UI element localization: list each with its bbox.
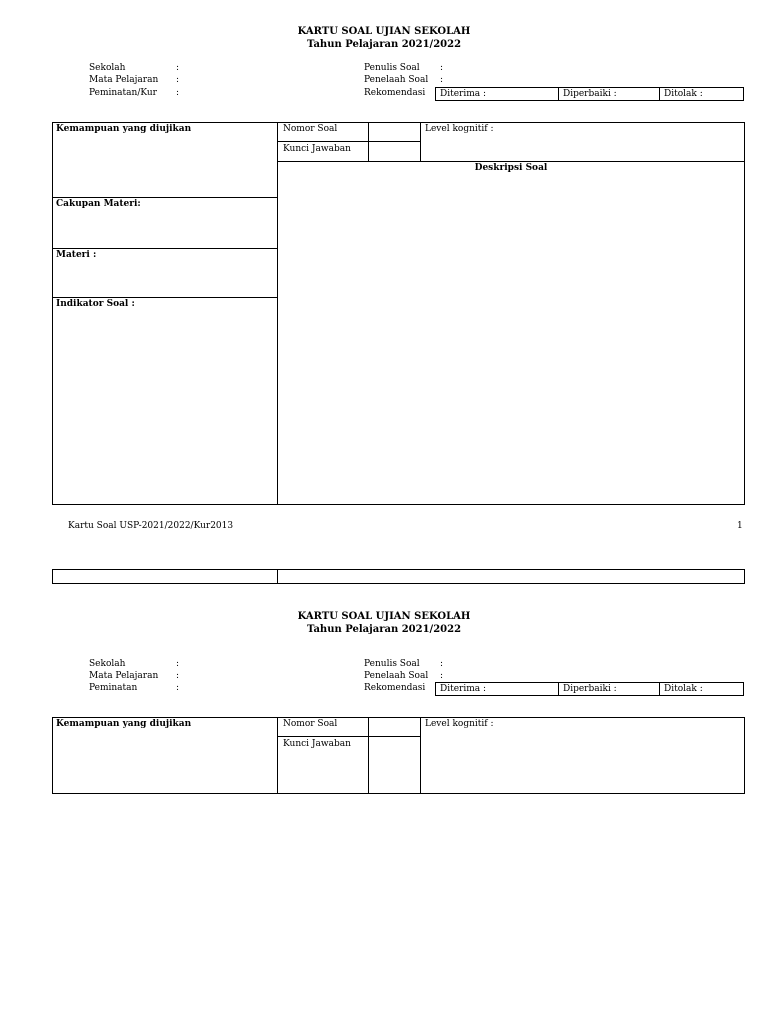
kunci-jawaban-label: Kunci Jawaban [283, 739, 351, 749]
rekomendasi-diperbaiki[interactable]: Diperbaiki : [563, 89, 617, 99]
field-colon: : [440, 671, 444, 681]
divider [277, 569, 278, 584]
field-label-sekolah: Sekolah [89, 63, 126, 73]
field-label-sekolah: Sekolah [89, 659, 126, 669]
materi-label: Materi : [56, 250, 97, 260]
divider [420, 717, 421, 794]
field-colon: : [176, 659, 180, 669]
field-label-rekomendasi: Rekomendasi [364, 88, 426, 98]
rekomendasi-diterima[interactable]: Diterima : [440, 89, 487, 99]
field-colon: : [440, 75, 444, 85]
kemampuan-label: Kemampuan yang diujikan [56, 124, 192, 134]
card-title: KARTU SOAL UJIAN SEKOLAH [297, 26, 471, 37]
field-colon: : [176, 63, 180, 73]
kunci-jawaban-label: Kunci Jawaban [283, 144, 351, 154]
divider [368, 717, 369, 794]
divider [277, 122, 278, 505]
divider [52, 197, 277, 198]
field-colon: : [176, 88, 180, 98]
field-label-peminatan: Peminatan/Kur [89, 88, 157, 98]
card-subtitle: Tahun Pelajaran 2021/2022 [306, 624, 462, 635]
divider [277, 161, 745, 162]
cakupan-materi-label: Cakupan Materi: [56, 199, 141, 209]
field-colon: : [176, 75, 180, 85]
kemampuan-label: Kemampuan yang diujikan [56, 719, 192, 729]
divider [659, 682, 660, 696]
divider [52, 248, 277, 249]
field-label-rekomendasi: Rekomendasi [364, 683, 426, 693]
field-colon: : [176, 683, 180, 693]
field-label-penelaah-soal: Penelaah Soal [364, 75, 429, 85]
field-colon: : [440, 63, 444, 73]
nomor-soal-label: Nomor Soal [283, 124, 338, 134]
footer-text: Kartu Soal USP-2021/2022/Kur2013 [68, 521, 234, 531]
nomor-soal-label: Nomor Soal [283, 719, 338, 729]
divider [420, 122, 421, 161]
separator-strip [52, 569, 745, 584]
divider [52, 297, 277, 298]
card-title: KARTU SOAL UJIAN SEKOLAH [297, 611, 471, 622]
divider [558, 682, 559, 696]
page-number: 1 [737, 521, 743, 531]
level-kognitif-label: Level kognitif : [425, 124, 494, 134]
divider [277, 141, 420, 142]
rekomendasi-ditolak[interactable]: Ditolak : [664, 89, 703, 99]
card-subtitle: Tahun Pelajaran 2021/2022 [306, 39, 462, 50]
question-card-table [52, 122, 745, 505]
field-colon: : [440, 659, 444, 669]
field-colon: : [176, 671, 180, 681]
divider [277, 717, 278, 794]
rekomendasi-ditolak[interactable]: Ditolak : [664, 684, 703, 694]
rekomendasi-diperbaiki[interactable]: Diperbaiki : [563, 684, 617, 694]
divider [659, 87, 660, 101]
divider [277, 736, 420, 737]
field-label-peminatan: Peminatan [89, 683, 138, 693]
field-label-mata-pelajaran: Mata Pelajaran [89, 671, 159, 681]
indikator-soal-label: Indikator Soal : [56, 299, 135, 309]
deskripsi-soal-label: Deskripsi Soal [474, 163, 548, 173]
rekomendasi-diterima[interactable]: Diterima : [440, 684, 487, 694]
field-label-penulis-soal: Penulis Soal [364, 63, 420, 73]
field-label-penelaah-soal: Penelaah Soal [364, 671, 429, 681]
divider [558, 87, 559, 101]
level-kognitif-label: Level kognitif : [425, 719, 494, 729]
field-label-mata-pelajaran: Mata Pelajaran [89, 75, 159, 85]
field-label-penulis-soal: Penulis Soal [364, 659, 420, 669]
